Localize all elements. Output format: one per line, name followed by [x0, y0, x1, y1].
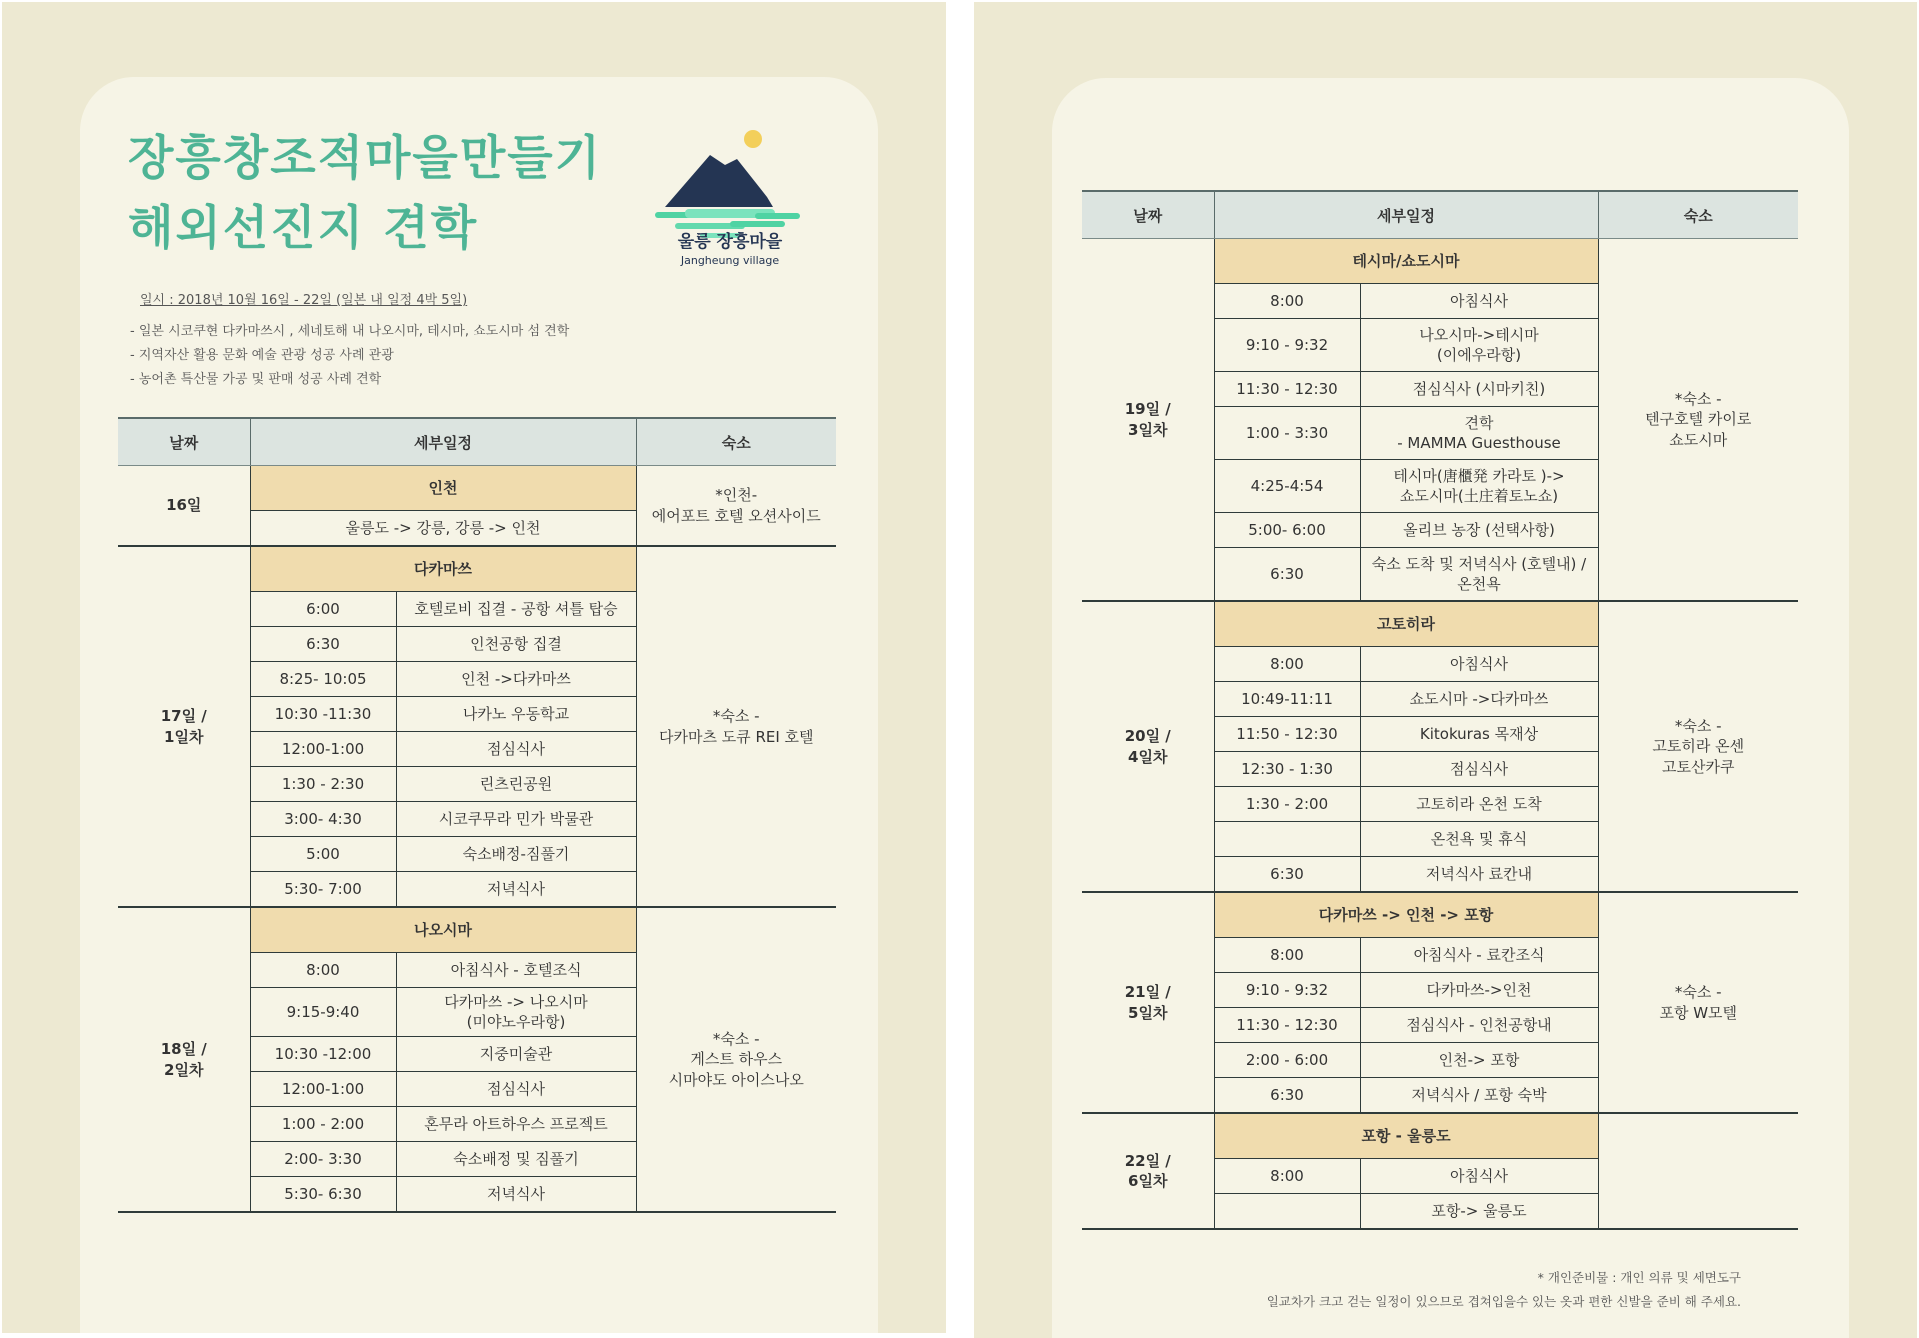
- cell-text: 인천 ->다카마쓰: [461, 669, 571, 688]
- lodging-cell: [636, 466, 836, 547]
- cell-text: 린츠린공원: [479, 774, 553, 793]
- lodging-cell: [636, 546, 836, 907]
- cell-text: 올리브 농장 (선택사항): [1403, 520, 1555, 539]
- cell-text: 게스트 하우스: [690, 1050, 783, 1069]
- logo-english-name: Jangheung village: [680, 254, 780, 267]
- time-cell: 1:00 - 2:00: [250, 1107, 396, 1142]
- section-row: [118, 907, 836, 953]
- cell-text: 지중미술관: [479, 1044, 553, 1063]
- cell-text: *숙소 -: [1674, 390, 1722, 409]
- time-cell: 12:00-1:00: [250, 1072, 396, 1107]
- section-title: 포항 - 울릉도: [1214, 1113, 1598, 1159]
- cell-text: 고토산카쿠: [1662, 757, 1735, 776]
- header-lodging: 숙소: [1598, 191, 1798, 239]
- time-cell: 9:10 - 9:32: [1214, 973, 1360, 1008]
- cell-text: 혼무라 아트하우스 프로젝트: [424, 1114, 608, 1133]
- activity-cell: [396, 1177, 636, 1213]
- cell-text: 견학: [1464, 413, 1494, 432]
- activity-cell: [1360, 460, 1598, 513]
- cell-text: 저녁식사: [487, 1184, 545, 1203]
- cell-text: 2일차: [164, 1060, 204, 1079]
- time-cell: 10:30 -11:30: [250, 697, 396, 732]
- day-date: [118, 546, 250, 907]
- activity-cell: [1360, 717, 1598, 752]
- cell-text: 포항 W모텔: [1659, 1003, 1738, 1022]
- day-date: [118, 907, 250, 1212]
- cell-text: 인천-> 포항: [1438, 1050, 1520, 1069]
- info-bullet: - 농어촌 특산물 가공 및 판매 성공 사례 견학: [130, 372, 382, 387]
- activity-cell: [396, 1107, 636, 1142]
- cell-text: *숙소 -: [1674, 717, 1722, 736]
- left-page: [2, 2, 946, 1333]
- cell-text: 아침식사: [1450, 654, 1508, 673]
- day-date: [1082, 892, 1214, 1113]
- time-cell: [1214, 822, 1360, 857]
- cell-text: 19일 /: [1124, 400, 1171, 419]
- time-cell: 11:50 - 12:30: [1214, 717, 1360, 752]
- cell-text: 시코쿠무라 민가 박물관: [438, 809, 594, 828]
- time-cell: 11:30 - 12:30: [1214, 1008, 1360, 1043]
- cell-text: 4일차: [1128, 747, 1168, 766]
- header-date: 날짜: [1082, 191, 1214, 239]
- left-card: [80, 77, 878, 1333]
- activity-cell: [396, 988, 636, 1037]
- cell-text: 16일: [166, 496, 202, 515]
- time-cell: [1214, 1194, 1360, 1230]
- cell-text: 인천공항 집결: [470, 634, 562, 653]
- lodging-cell: [1598, 601, 1798, 892]
- info-bullet: - 지역자산 활용 문화 예술 관광 성공 사례 관광: [130, 348, 394, 363]
- cell-text: 호텔로비 집결 - 공항 셔틀 탑승: [414, 599, 618, 618]
- activity-cell: [1360, 284, 1598, 319]
- activity-cell: [1360, 857, 1598, 893]
- day-date: [1082, 601, 1214, 892]
- time-cell: 8:00: [1214, 1159, 1360, 1194]
- cell-text: 다카마쓰->인천: [1426, 980, 1532, 999]
- cell-text: 나카노 우동학교: [462, 704, 570, 723]
- time-cell: 12:30 - 1:30: [1214, 752, 1360, 787]
- cell-text: 5일차: [1128, 1003, 1168, 1022]
- time-cell: 8:00: [1214, 284, 1360, 319]
- cell-text: 17일 /: [160, 707, 207, 726]
- cell-text: 고토히라 온센: [1652, 737, 1745, 756]
- lodging-cell: [1598, 892, 1798, 1113]
- time-cell: 8:25- 10:05: [250, 662, 396, 697]
- cell-text: 20일 /: [1124, 727, 1171, 746]
- cell-text: 점심식사: [487, 1079, 545, 1098]
- time-cell: 5:00- 6:00: [1214, 513, 1360, 548]
- day-date: [1082, 1113, 1214, 1229]
- activity-cell: [250, 511, 636, 547]
- right-page: [974, 2, 1917, 1338]
- cell-text: 22일 /: [1124, 1151, 1171, 1170]
- cell-text: 고토히라 온천 도착: [1416, 794, 1542, 813]
- lodging-cell: [636, 907, 836, 1212]
- cell-text: - MAMMA Guesthouse: [1397, 434, 1561, 452]
- section-row: [1082, 239, 1798, 284]
- cell-text: 아침식사: [1450, 291, 1508, 310]
- header-date: 날짜: [118, 418, 250, 466]
- cell-text: 저녁식사: [487, 879, 545, 898]
- cell-text: 에어포트 호텔 오션사이드: [651, 506, 821, 525]
- cell-text: 다카마츠 도큐 REI 호텔: [658, 727, 814, 746]
- cell-text: 온천욕: [1457, 575, 1501, 593]
- activity-cell: [1360, 647, 1598, 682]
- cell-text: 아침식사 - 료칸조식: [1413, 945, 1545, 964]
- cell-text: 저녁식사 료칸내: [1425, 864, 1533, 883]
- cell-text: *인천-: [715, 486, 758, 505]
- section-title: 테시마/쇼도시마: [1214, 239, 1598, 284]
- cell-text: 온천욕 및 휴식: [1430, 829, 1528, 848]
- cell-text: 숙소배정 및 짐풀기: [453, 1149, 579, 1168]
- cell-text: *숙소 -: [1674, 983, 1722, 1002]
- section-title: 다카마쓰: [250, 546, 636, 592]
- cell-text: 다카마쓰 -> 나오시마: [444, 992, 588, 1011]
- cell-text: 시마야도 아이스나오: [668, 1070, 804, 1089]
- activity-cell: [396, 1142, 636, 1177]
- time-cell: 5:30- 7:00: [250, 872, 396, 908]
- cell-text: 쇼도시마(土庄着토노쇼): [1399, 487, 1559, 505]
- activity-cell: [1360, 407, 1598, 460]
- time-cell: 11:30 - 12:30: [1214, 372, 1360, 407]
- title-line-1: 장흥창조적마을만들기: [128, 131, 603, 186]
- cell-text: (미야노우라항): [466, 1013, 566, 1031]
- activity-cell: [1360, 787, 1598, 822]
- cell-text: *숙소 -: [712, 1030, 760, 1049]
- activity-cell: [1360, 973, 1598, 1008]
- time-cell: 5:30- 6:30: [250, 1177, 396, 1213]
- cell-text: 18일 /: [160, 1040, 207, 1059]
- day-date: [118, 466, 250, 547]
- cell-text: 숙소 도착 및 저녁식사 (호텔내) /: [1371, 554, 1587, 573]
- activity-cell: [1360, 1043, 1598, 1078]
- activity-cell: [396, 627, 636, 662]
- section-title: 고토히라: [1214, 601, 1598, 647]
- cell-text: 숙소배정-짐풀기: [462, 844, 570, 863]
- time-cell: 4:25-4:54: [1214, 460, 1360, 513]
- time-cell: 5:00: [250, 837, 396, 872]
- time-cell: 2:00 - 6:00: [1214, 1043, 1360, 1078]
- cell-text: 점심식사 (시마키친): [1412, 379, 1546, 398]
- header-lodging: 숙소: [636, 418, 836, 466]
- activity-cell: [1360, 1008, 1598, 1043]
- cell-text: 아침식사 - 호텔조식: [450, 960, 582, 979]
- cell-text: 저녁식사 / 포항 숙박: [1411, 1085, 1547, 1104]
- section-row: [1082, 892, 1798, 938]
- time-cell: 8:00: [1214, 938, 1360, 973]
- cell-text: 점심식사 - 인천공항내: [1406, 1015, 1552, 1034]
- section-title: 인천: [250, 466, 636, 511]
- cell-text: 6일차: [1128, 1172, 1168, 1190]
- cell-text: 1일차: [164, 727, 204, 746]
- activity-cell: [396, 697, 636, 732]
- info-bullet: - 일본 시코쿠현 다카마쓰시 , 세네토해 내 나오시마, 테시마, 쇼도시마 섬 견학: [130, 324, 570, 339]
- right-card: [1052, 78, 1849, 1338]
- activity-cell: [1360, 1159, 1598, 1194]
- activity-cell: [1360, 372, 1598, 407]
- time-cell: 9:15-9:40: [250, 988, 396, 1037]
- activity-cell: [396, 872, 636, 908]
- schedule-table-left: [118, 417, 836, 1213]
- time-cell: 3:00- 4:30: [250, 802, 396, 837]
- cell-text: 쇼도시마: [1669, 430, 1728, 449]
- time-cell: 1:30 - 2:30: [250, 767, 396, 802]
- note-preparation: * 개인준비물 : 개인 의류 및 세면도구: [1537, 1270, 1741, 1285]
- activity-cell: [1360, 1194, 1598, 1230]
- activity-cell: [1360, 319, 1598, 372]
- cell-text: 아침식사: [1450, 1166, 1508, 1185]
- time-cell: 6:30: [1214, 1078, 1360, 1114]
- activity-cell: [1360, 548, 1598, 602]
- time-cell: 6:30: [1214, 857, 1360, 893]
- logo-text: [655, 227, 805, 267]
- time-cell: 8:00: [1214, 647, 1360, 682]
- cell-text: 21일 /: [1124, 983, 1171, 1002]
- lodging-cell: [1598, 1113, 1798, 1229]
- cell-text: Kitokuras 목재상: [1419, 724, 1539, 743]
- time-cell: 2:00- 3:30: [250, 1142, 396, 1177]
- activity-cell: [396, 953, 636, 988]
- activity-cell: [396, 767, 636, 802]
- note-advice: 일교차가 크고 걷는 일정이 있으므로 겹쳐입을수 있는 옷과 편한 신발을 준비 해 주세요.: [1266, 1294, 1741, 1309]
- time-cell: 12:00-1:00: [250, 732, 396, 767]
- time-cell: 9:10 - 9:32: [1214, 319, 1360, 372]
- cell-text: 포항-> 울릉도: [1431, 1201, 1527, 1220]
- section-row: [118, 546, 836, 592]
- cell-text: 점심식사: [487, 739, 545, 758]
- cell-text: 울릉도 -> 강릉, 강릉 -> 인천: [345, 518, 541, 537]
- activity-cell: [1360, 752, 1598, 787]
- lodging-cell: [1598, 239, 1798, 602]
- section-row: [118, 466, 836, 511]
- title-line-2: 해외선진지 견학: [128, 201, 479, 256]
- cell-text: 점심식사: [1450, 759, 1508, 778]
- section-title: 나오시마: [250, 907, 636, 953]
- day-date: [1082, 239, 1214, 602]
- cell-text: *숙소 -: [712, 707, 760, 726]
- section-title: 다카마쓰 -> 인천 -> 포항: [1214, 892, 1598, 938]
- activity-cell: [396, 592, 636, 627]
- header-schedule: 세부일정: [1214, 191, 1598, 239]
- cell-text: 텐구호텔 카이로: [1645, 410, 1752, 429]
- activity-cell: [396, 732, 636, 767]
- schedule-body: [1082, 239, 1798, 1230]
- activity-cell: [396, 802, 636, 837]
- activity-cell: [1360, 1078, 1598, 1114]
- activity-cell: [1360, 513, 1598, 548]
- schedule-table-right: [1082, 190, 1798, 1230]
- activity-cell: [396, 662, 636, 697]
- activity-cell: [396, 1072, 636, 1107]
- table-header-row: [118, 418, 836, 466]
- section-row: [1082, 1113, 1798, 1159]
- schedule-body: [118, 466, 836, 1213]
- activity-cell: [396, 1037, 636, 1072]
- time-cell: 8:00: [250, 953, 396, 988]
- logo-korean-name: 울릉 장흥마을: [677, 232, 783, 252]
- time-cell: 6:30: [250, 627, 396, 662]
- time-cell: 1:30 - 2:00: [1214, 787, 1360, 822]
- cell-text: (이에우라항): [1436, 346, 1522, 364]
- trip-date: 일시 : 2018년 10월 16일 - 22일 (일본 내 일정 4박 5일): [140, 293, 468, 308]
- cell-text: 쇼도시마 ->다카마쓰: [1409, 689, 1549, 708]
- time-cell: 10:49-11:11: [1214, 682, 1360, 717]
- section-row: [1082, 601, 1798, 647]
- cell-text: 나오시마->테시마: [1419, 325, 1539, 344]
- time-cell: 10:30 -12:00: [250, 1037, 396, 1072]
- activity-cell: [396, 837, 636, 872]
- time-cell: 1:00 - 3:30: [1214, 407, 1360, 460]
- table-header-row: [1082, 191, 1798, 239]
- activity-cell: [1360, 682, 1598, 717]
- cell-text: 테시마(唐櫃発 카라토 )->: [1393, 466, 1565, 485]
- time-cell: 6:30: [1214, 548, 1360, 602]
- header-schedule: 세부일정: [250, 418, 636, 466]
- time-cell: 6:00: [250, 592, 396, 627]
- activity-cell: [1360, 822, 1598, 857]
- cell-text: 3일차: [1128, 420, 1168, 439]
- activity-cell: [1360, 938, 1598, 973]
